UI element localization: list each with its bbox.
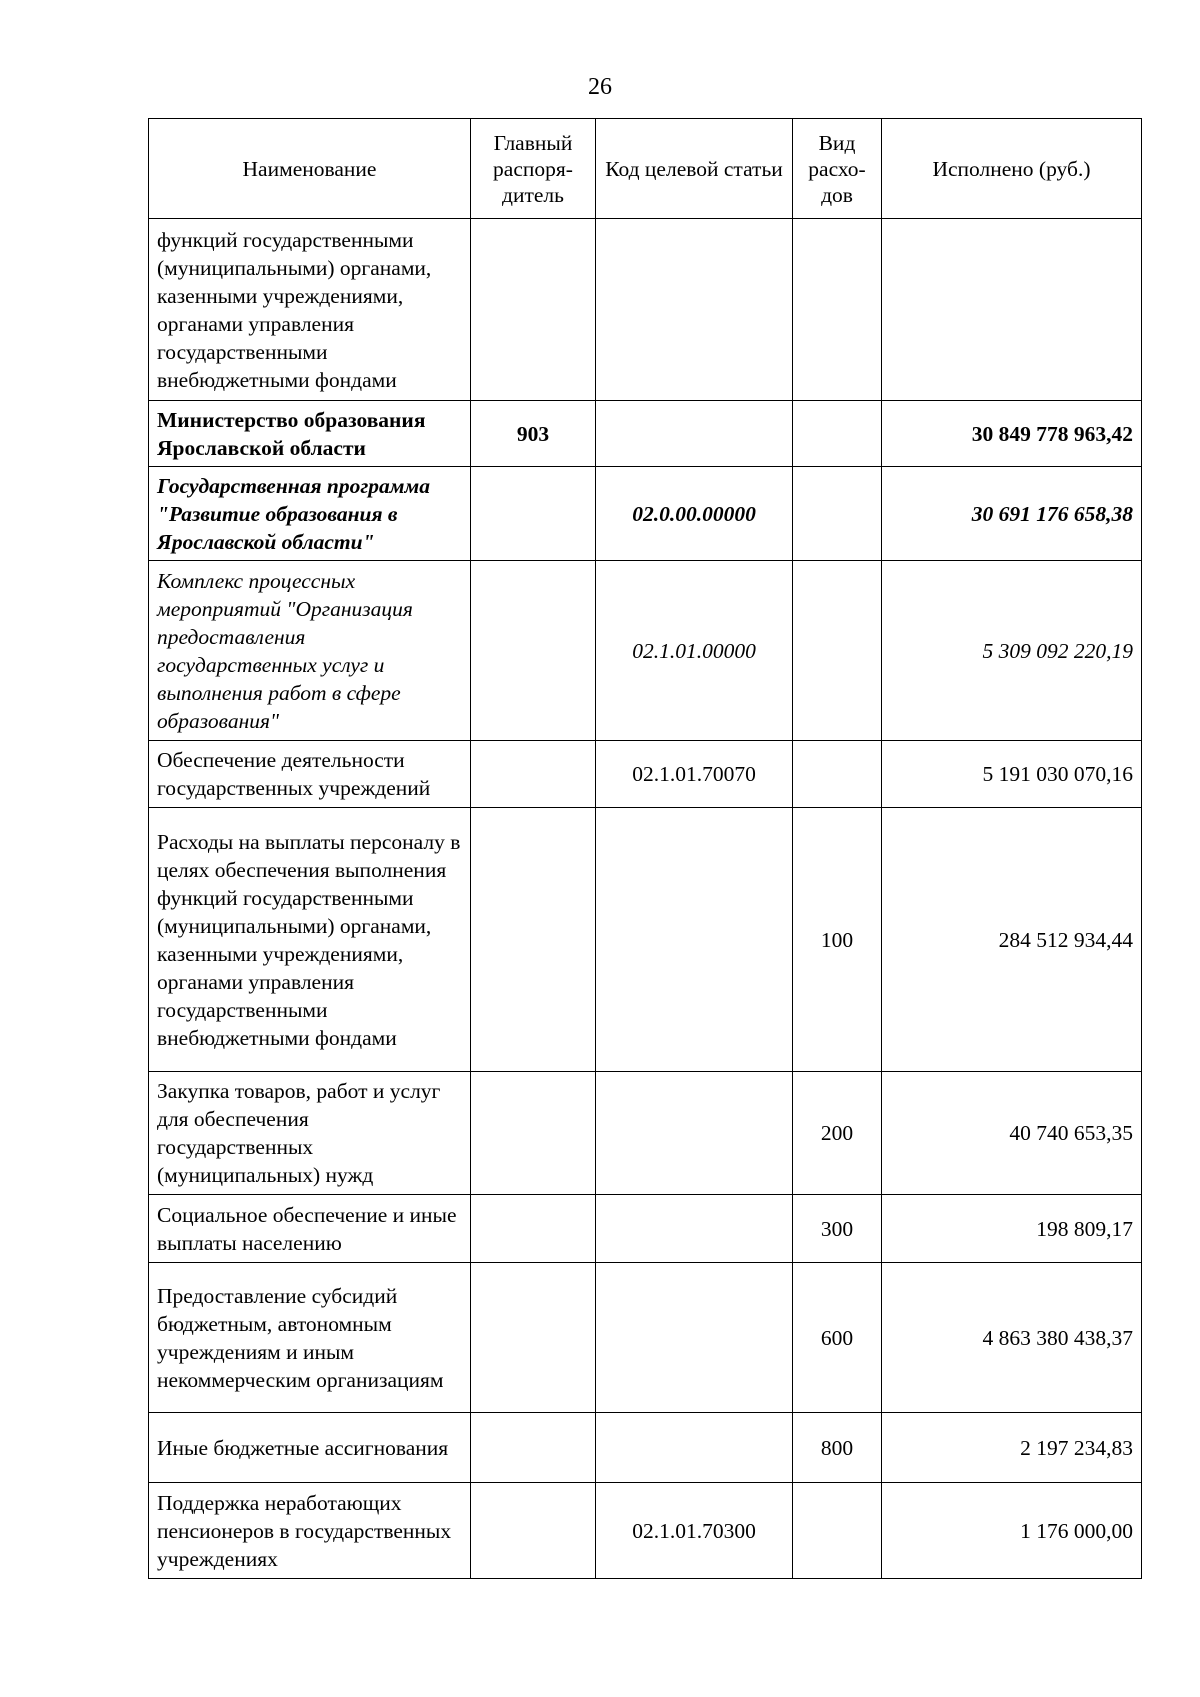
row-name: функций государственными (муниципальными) органами, казенными учреждениями, органами управления государственными внебюджетными фондами [149, 219, 471, 401]
row-manager [471, 1072, 596, 1195]
row-amount [882, 219, 1142, 401]
row-amount: 198 809,17 [882, 1195, 1142, 1263]
header-executed: Исполнено (руб.) [882, 119, 1142, 219]
row-name: Закупка товаров, работ и услуг для обеспечения государственных (муниципальных) нужд [149, 1072, 471, 1195]
row-type [793, 741, 882, 808]
header-type: Вид расхо-дов [793, 119, 882, 219]
row-code [596, 401, 793, 467]
table-row [149, 1413, 1142, 1483]
row-code [596, 1195, 793, 1263]
row-manager [471, 808, 596, 1072]
row-name: Комплекс процессных мероприятий "Организация предоставления государственных услуг и выполнения работ в сфере образования" [149, 561, 471, 741]
table-row [149, 1263, 1142, 1413]
row-amount: 30 849 778 963,42 [882, 401, 1142, 467]
row-code [596, 808, 793, 1072]
row-amount: 40 740 653,35 [882, 1072, 1142, 1195]
row-manager [471, 1263, 596, 1413]
table-row [149, 1072, 1142, 1195]
header-name: Наименование [149, 119, 471, 219]
table-row [149, 467, 1142, 561]
row-type [793, 1483, 882, 1579]
table-header-row [149, 119, 1142, 219]
row-name: Предоставление субсидий бюджетным, автономным учреждениям и иным некоммерческим организациям [149, 1263, 471, 1413]
row-name: Поддержка неработающих пенсионеров в государственных учреждениях [149, 1483, 471, 1579]
header-code: Код целевой статьи [596, 119, 793, 219]
row-amount: 4 863 380 438,37 [882, 1263, 1142, 1413]
row-type [793, 561, 882, 741]
row-type: 300 [793, 1195, 882, 1263]
row-manager [471, 741, 596, 808]
row-name: Государственная программа "Развитие образования в Ярославской области" [149, 467, 471, 561]
row-code: 02.1.01.00000 [596, 561, 793, 741]
row-name: Расходы на выплаты персоналу в целях обеспечения выполнения функций государственными (муниципальными) органами, казенными учреждениями, органами управления государственными внебюджетными фондами [149, 808, 471, 1072]
row-amount: 5 309 092 220,19 [882, 561, 1142, 741]
table-row [149, 741, 1142, 808]
row-amount: 30 691 176 658,38 [882, 467, 1142, 561]
row-type: 200 [793, 1072, 882, 1195]
row-manager [471, 467, 596, 561]
row-code: 02.1.01.70300 [596, 1483, 793, 1579]
row-manager [471, 219, 596, 401]
table-row [149, 219, 1142, 401]
row-manager [471, 1483, 596, 1579]
row-name: Социальное обеспечение и иные выплаты населению [149, 1195, 471, 1263]
row-manager [471, 1413, 596, 1483]
row-amount: 284 512 934,44 [882, 808, 1142, 1072]
table-row [149, 1195, 1142, 1263]
row-amount: 2 197 234,83 [882, 1413, 1142, 1483]
table-row [149, 561, 1142, 741]
row-code: 02.1.01.70070 [596, 741, 793, 808]
row-amount: 1 176 000,00 [882, 1483, 1142, 1579]
page-number: 26 [588, 74, 612, 100]
row-manager [471, 1195, 596, 1263]
row-code: 02.0.00.00000 [596, 467, 793, 561]
row-code [596, 1413, 793, 1483]
row-type: 100 [793, 808, 882, 1072]
row-code [596, 219, 793, 401]
row-code [596, 1263, 793, 1413]
row-manager: 903 [471, 401, 596, 467]
row-name: Иные бюджетные ассигнования [149, 1413, 471, 1483]
row-type: 800 [793, 1413, 882, 1483]
header-manager: Главный распоря-дитель [471, 119, 596, 219]
row-type [793, 467, 882, 561]
budget-table [148, 118, 1142, 1579]
row-type [793, 219, 882, 401]
row-amount: 5 191 030 070,16 [882, 741, 1142, 808]
table-row [149, 1483, 1142, 1579]
table-row [149, 401, 1142, 467]
table-row [149, 808, 1142, 1072]
row-type [793, 401, 882, 467]
row-code [596, 1072, 793, 1195]
row-type: 600 [793, 1263, 882, 1413]
row-name: Министерство образования Ярославской области [149, 401, 471, 467]
row-manager [471, 561, 596, 741]
row-name: Обеспечение деятельности государственных учреждений [149, 741, 471, 808]
